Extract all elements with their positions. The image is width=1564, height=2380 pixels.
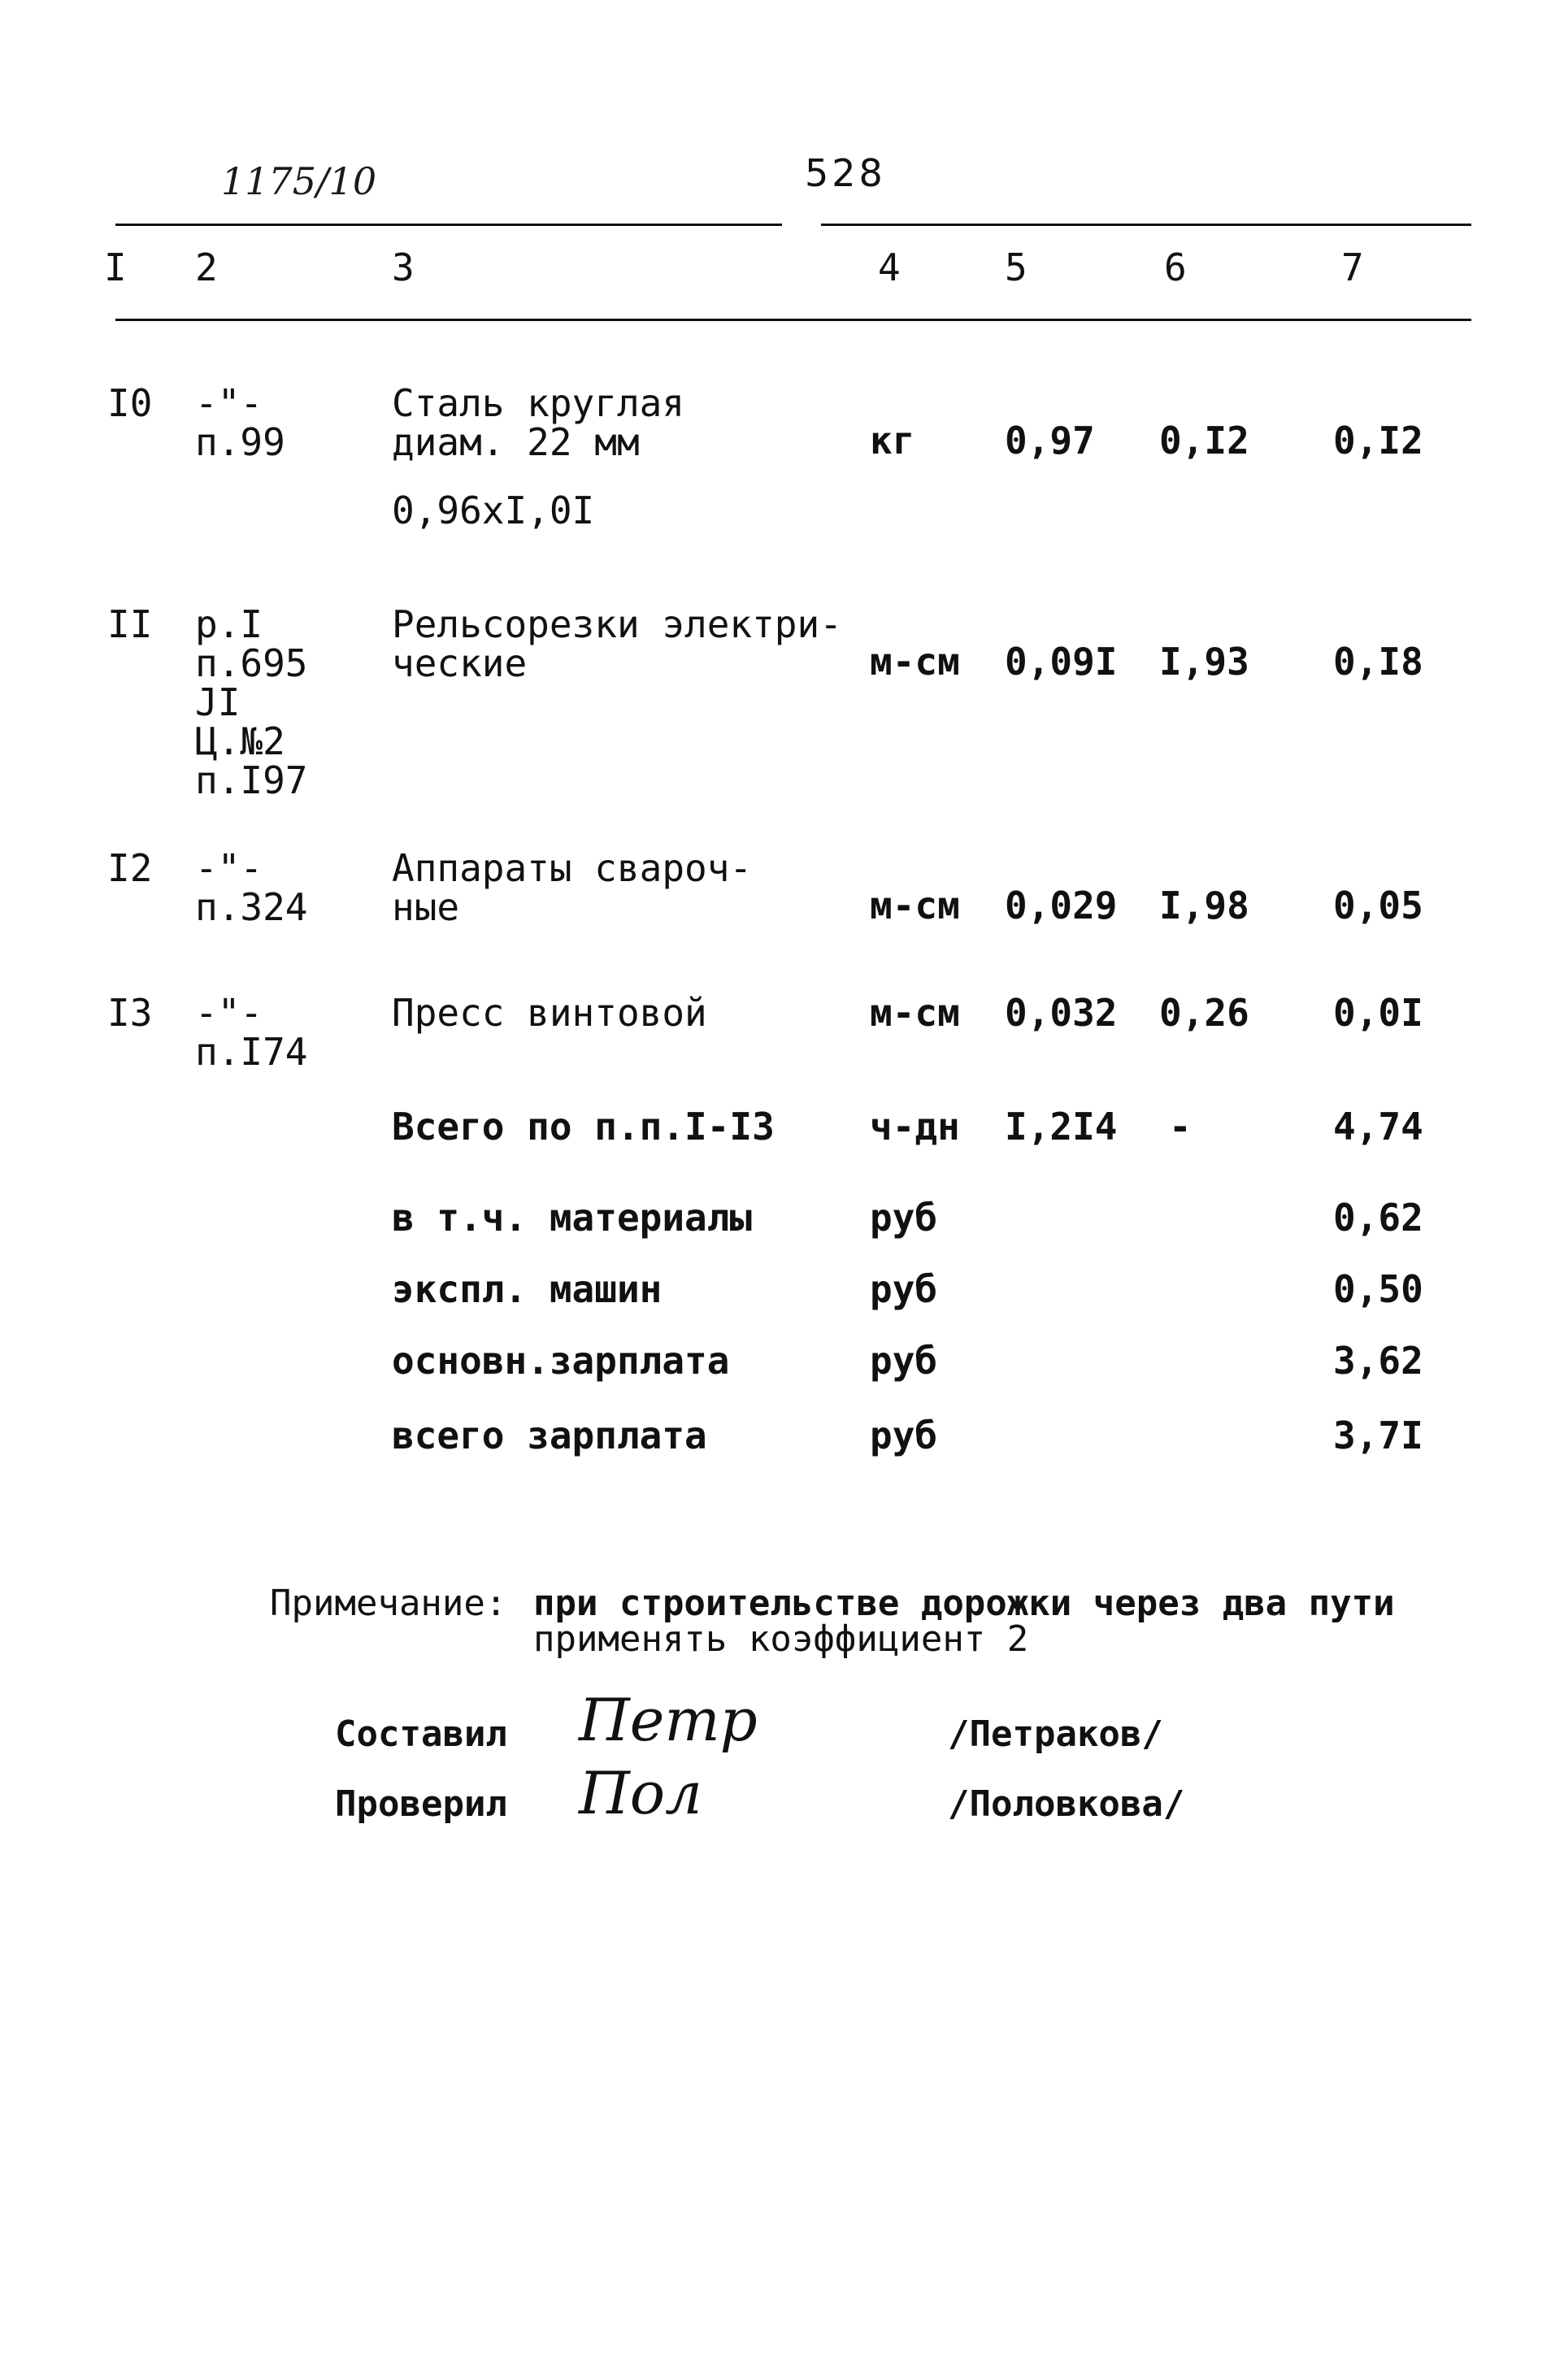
totals-col7: 4,74 <box>1333 1105 1423 1149</box>
row-col7: 0,05 <box>1333 884 1423 927</box>
page-number: 528 <box>805 151 886 195</box>
row-reference: -"- п.324 <box>195 846 308 929</box>
totals-label: Всего по п.п.I-I3 <box>392 1105 775 1149</box>
row-reference: р.I п.695 JI Ц.№2 п.I97 <box>195 602 308 802</box>
totals-label: экспл. машин <box>392 1267 663 1311</box>
row-col5: 0,032 <box>1005 991 1118 1035</box>
row-col6: I,93 <box>1159 640 1249 684</box>
row-unit: м-см <box>870 991 960 1035</box>
row-reference: -"- п.99 <box>195 381 285 464</box>
row-number: II <box>107 602 153 646</box>
top-rule-right <box>821 224 1471 226</box>
checked-by-label: Проверил <box>335 1783 507 1825</box>
row-unit: м-см <box>870 640 960 684</box>
totals-col7: 3,7I <box>1333 1414 1423 1457</box>
note-line-1: при строительстве дорожки через два пути <box>533 1583 1395 1624</box>
row-col6: 0,26 <box>1159 991 1249 1035</box>
row-name: Сталь круглая диам. 22 мм <box>392 381 685 464</box>
column-header-3: 3 <box>392 245 415 289</box>
row-col6: I,98 <box>1159 884 1249 927</box>
row-unit: м-см <box>870 884 960 927</box>
compiled-by-label: Составил <box>335 1713 507 1755</box>
column-header-2: 2 <box>195 245 218 289</box>
row-col5: 0,029 <box>1005 884 1118 927</box>
totals-unit: ч-дн <box>870 1105 960 1149</box>
totals-col7: 0,50 <box>1333 1267 1423 1311</box>
column-header-5: 5 <box>1005 245 1027 289</box>
totals-unit: руб <box>870 1414 938 1457</box>
row-col7: 0,I8 <box>1333 640 1423 684</box>
column-header-1: I <box>104 245 127 289</box>
column-header-6: 6 <box>1164 245 1187 289</box>
totals-unit: руб <box>870 1267 938 1311</box>
row-number: I0 <box>107 381 153 425</box>
row-col7: 0,I2 <box>1333 419 1423 463</box>
totals-col7: 3,62 <box>1333 1339 1423 1383</box>
note-line-2: применять коэффициент 2 <box>533 1618 1029 1660</box>
top-rule-left <box>115 224 782 226</box>
checker-name: /Половкова/ <box>948 1783 1185 1825</box>
totals-label: в т.ч. материалы <box>392 1196 753 1240</box>
row-col5: 0,97 <box>1005 419 1095 463</box>
totals-unit: руб <box>870 1339 938 1383</box>
column-header-4: 4 <box>878 245 901 289</box>
totals-col6: - <box>1169 1105 1192 1149</box>
row-name: Рельсорезки электри- ческие <box>392 602 842 685</box>
row-name: Аппараты свароч- ные <box>392 846 753 929</box>
totals-label: основн.зарплата <box>392 1339 730 1383</box>
note-label: Примечание: <box>270 1583 507 1624</box>
document-reference: 1175/10 <box>221 159 377 203</box>
column-header-7: 7 <box>1341 245 1364 289</box>
row-col5: 0,09I <box>1005 640 1118 684</box>
row-number: I2 <box>107 846 153 890</box>
totals-col7: 0,62 <box>1333 1196 1423 1240</box>
row-col6: 0,I2 <box>1159 419 1249 463</box>
totals-unit: руб <box>870 1196 938 1240</box>
checker-signature: Пол <box>579 1759 702 1827</box>
row-reference: -"- п.I74 <box>195 991 308 1074</box>
row-name: Пресс винтовой <box>392 991 707 1035</box>
totals-col5: I,2I4 <box>1005 1105 1118 1149</box>
compiler-name: /Петраков/ <box>948 1713 1163 1755</box>
compiler-signature: Петр <box>579 1686 758 1754</box>
row-col7: 0,0I <box>1333 991 1423 1035</box>
row-subformula: 0,96xI,0I <box>392 489 595 532</box>
row-number: I3 <box>107 991 153 1035</box>
row-unit: кг <box>870 419 915 463</box>
header-bottom-rule <box>115 319 1471 321</box>
totals-label: всего зарплата <box>392 1414 707 1457</box>
